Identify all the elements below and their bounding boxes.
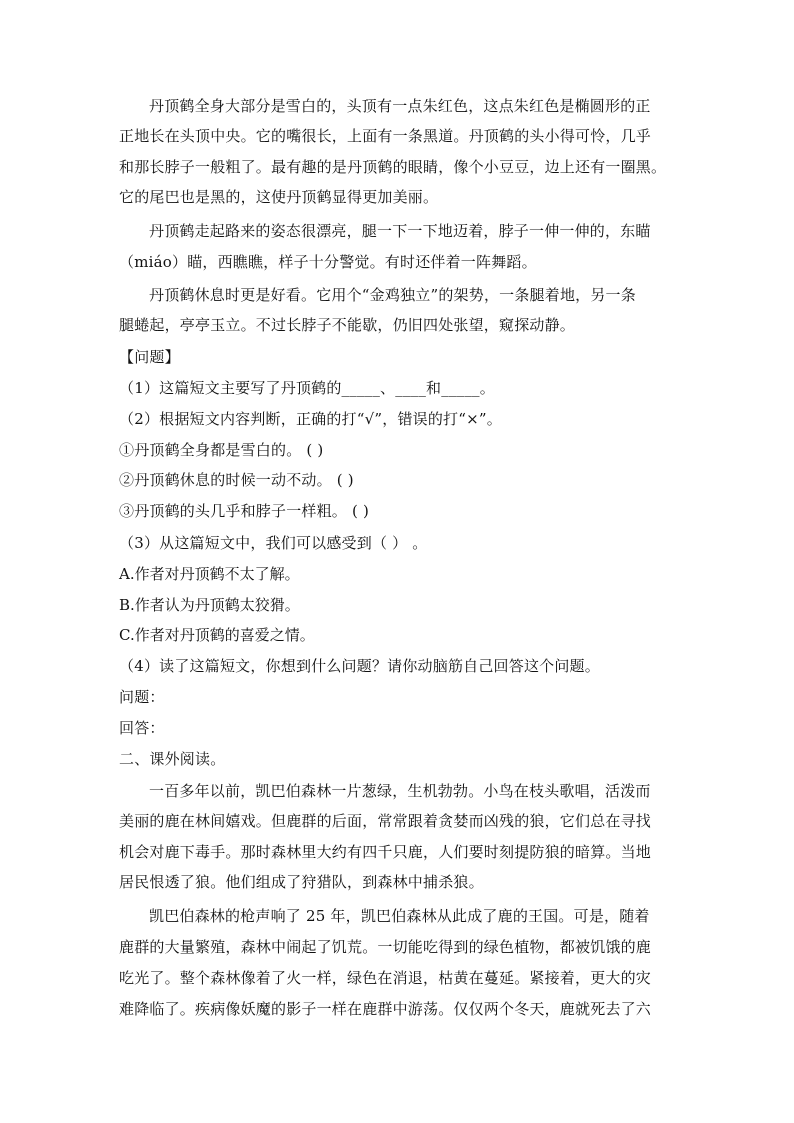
passage1-p1-line2: 正地长在头顶中央。它的嘴很长，上面有一条黑道。丹顶鹤的头小得可怜，几乎 bbox=[119, 127, 652, 145]
passage1-p2-line2: （miáo）瞄，西瞧瞧，样子十分警觉。有时还伴着一阵舞蹈。 bbox=[119, 253, 537, 271]
question-3: （3）从这篇短文中，我们可以感受到（ ） 。 bbox=[119, 534, 428, 552]
question-4-answer-label: 回答： bbox=[119, 719, 165, 737]
passage1-p1-line4: 它的尾巴也是黑的，这使丹顶鹤显得更加美丽。 bbox=[119, 188, 439, 206]
passage1-p3-line2: 腿蜷起，亭亭玉立。不过长脖子不能歇，仍旧四处张望，窥探动静。 bbox=[119, 316, 576, 334]
section2-p1-line4: 居民恨透了狼。他们组成了狩猎队，到森林中捕杀狼。 bbox=[119, 873, 484, 891]
section2-title: 二、课外阅读。 bbox=[119, 750, 226, 768]
section2-p1-line1: 一百多年以前，凯巴伯森林一片葱绿，生机勃勃。小鸟在枝头歌唱，活泼而 bbox=[149, 782, 651, 800]
passage1-p1-line1: 丹顶鹤全身大部分是雪白的，头顶有一点朱红色，这点朱红色是椭圆形的正 bbox=[149, 97, 651, 115]
question-3-option-a: A.作者对丹顶鹤不太了解。 bbox=[119, 565, 300, 583]
section2-p1-line2: 美丽的鹿在林间嬉戏。但鹿群的后面，常常跟着贪婪而凶残的狼，它们总在寻找 bbox=[119, 812, 652, 830]
questions-header: 【问题】 bbox=[119, 348, 180, 366]
question-4-question-label: 问题： bbox=[119, 688, 165, 706]
question-2-item-1: ①丹顶鹤全身都是雪白的。 ( ) bbox=[119, 441, 324, 459]
question-1: （1）这篇短文主要写了丹顶鹤的_____、____和_____。 bbox=[119, 379, 495, 397]
question-3-option-c: C.作者对丹顶鹤的喜爱之情。 bbox=[119, 626, 315, 644]
section2-p2-line3: 吃光了。整个森林像着了火一样，绿色在消退，枯黄在蔓延。紧接着，更大的灾 bbox=[119, 969, 652, 987]
passage1-p2-line1: 丹顶鹤走起路来的姿态很漂亮，腿一下一下地迈着，脖子一伸一伸的，东瞄 bbox=[149, 222, 651, 240]
question-4: （4）读了这篇短文，你想到什么问题？请你动脑筋自己回答这个问题。 bbox=[119, 657, 600, 675]
question-3-option-b: B.作者认为丹顶鹤太狡猾。 bbox=[119, 596, 300, 614]
section2-p2-line2: 鹿群的大量繁殖，森林中闹起了饥荒。一切能吃得到的绿色植物，都被饥饿的鹿 bbox=[119, 938, 652, 956]
passage1-p3-line1: 丹顶鹤休息时更是好看。它用个“金鸡独立”的架势，一条腿着地，另一条 bbox=[149, 286, 636, 304]
question-2-item-3: ③丹顶鹤的头几乎和脖子一样粗。 ( ) bbox=[119, 502, 370, 520]
section2-p1-line3: 机会对鹿下毒手。那时森林里大约有四千只鹿，人们要时刻提防狼的暗算。当地 bbox=[119, 843, 652, 861]
section2-p2-line1: 凯巴伯森林的枪声响了 25 年，凯巴伯森林从此成了鹿的王国。可是，随着 bbox=[149, 907, 650, 925]
question-2-item-2: ②丹顶鹤休息的时候一动不动。 ( ) bbox=[119, 471, 354, 489]
section2-p2-line4: 难降临了。疾病像妖魔的影子一样在鹿群中游荡。仅仅两个冬天，鹿就死去了六 bbox=[119, 1000, 652, 1018]
passage1-p1-line3: 和那长脖子一般粗了。最有趣的是丹顶鹤的眼睛，像个小豆豆，边上还有一圈黑。 bbox=[119, 158, 667, 176]
question-2: （2）根据短文内容判断，正确的打“√”，错误的打“×”。 bbox=[119, 410, 502, 428]
